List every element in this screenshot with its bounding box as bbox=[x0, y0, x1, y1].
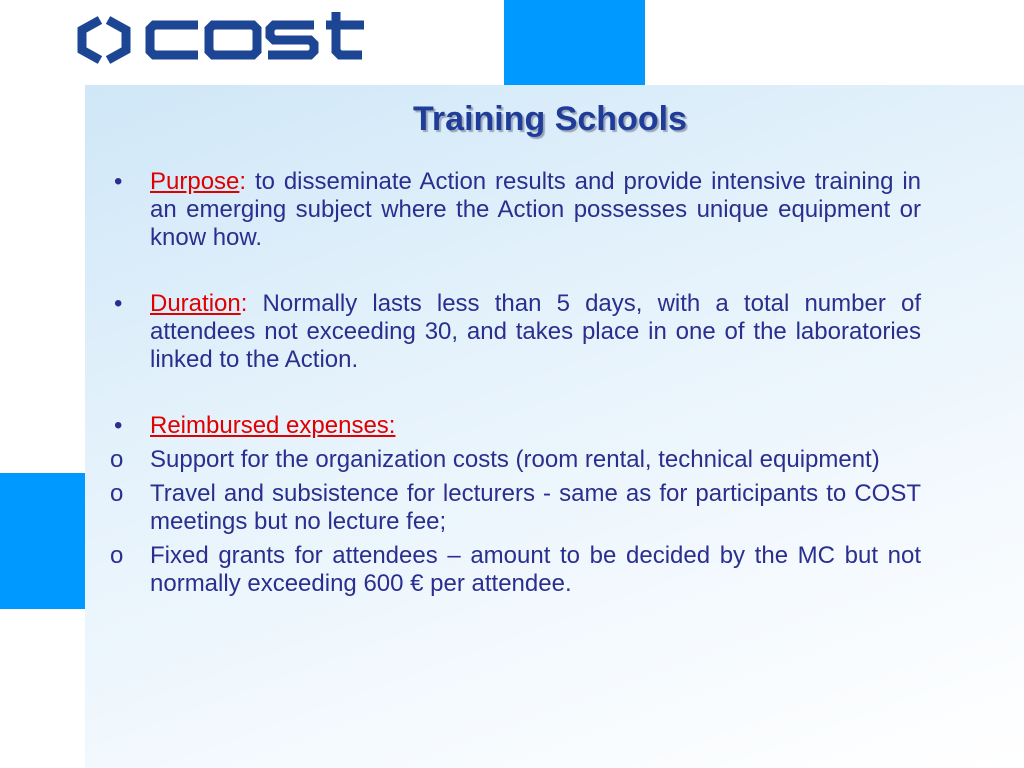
bullet-reimbursed-expenses bbox=[110, 412, 921, 440]
bullet-marker: • bbox=[114, 412, 123, 439]
bullet-text-purpose: to disseminate Action results and provide intensive training in an emerging subject where the Action possesses unique equipment or know how. bbox=[150, 168, 921, 251]
bullet-label-duration: Duration bbox=[150, 290, 241, 317]
bullet-marker: • bbox=[114, 168, 123, 195]
accent-block-top bbox=[504, 0, 645, 85]
sub-item-marker: o bbox=[110, 446, 124, 473]
sub-item-travel bbox=[110, 480, 921, 536]
bullet-marker: • bbox=[114, 290, 123, 317]
bullet-separator: : bbox=[239, 168, 247, 195]
cost-logo-graphic bbox=[70, 8, 370, 72]
bullet-label-purpose: Purpose bbox=[150, 168, 240, 195]
sub-item-support bbox=[110, 446, 921, 474]
accent-block-left bbox=[0, 473, 85, 609]
cost-logo bbox=[70, 8, 370, 72]
bullet-separator: : bbox=[240, 290, 248, 317]
sub-item-fixed-grants bbox=[110, 542, 921, 598]
sub-item-text: Travel and subsistence for lecturers - same as for participants to COST meetings but no lecture fee; bbox=[150, 480, 921, 535]
bullet-label-reimbursed-expenses: Reimbursed expenses: bbox=[150, 412, 396, 439]
sub-item-text: Support for the organization costs (room rental, technical equipment) bbox=[150, 446, 880, 473]
slide-body bbox=[110, 168, 921, 598]
bullet-duration bbox=[110, 290, 921, 374]
slide-title: Training Schools bbox=[413, 100, 687, 138]
sub-item-marker: o bbox=[110, 480, 124, 507]
sub-item-marker: o bbox=[110, 542, 124, 569]
bullet-text-duration: Normally lasts less than 5 days, with a total number of attendees not exceeding 30, and takes place in one of the laboratories linked to the Action. bbox=[150, 290, 921, 373]
sub-item-text: Fixed grants for attendees – amount to be decided by the MC but not normally exceeding 600 € per attendee. bbox=[150, 542, 921, 597]
bullet-purpose bbox=[110, 168, 921, 252]
